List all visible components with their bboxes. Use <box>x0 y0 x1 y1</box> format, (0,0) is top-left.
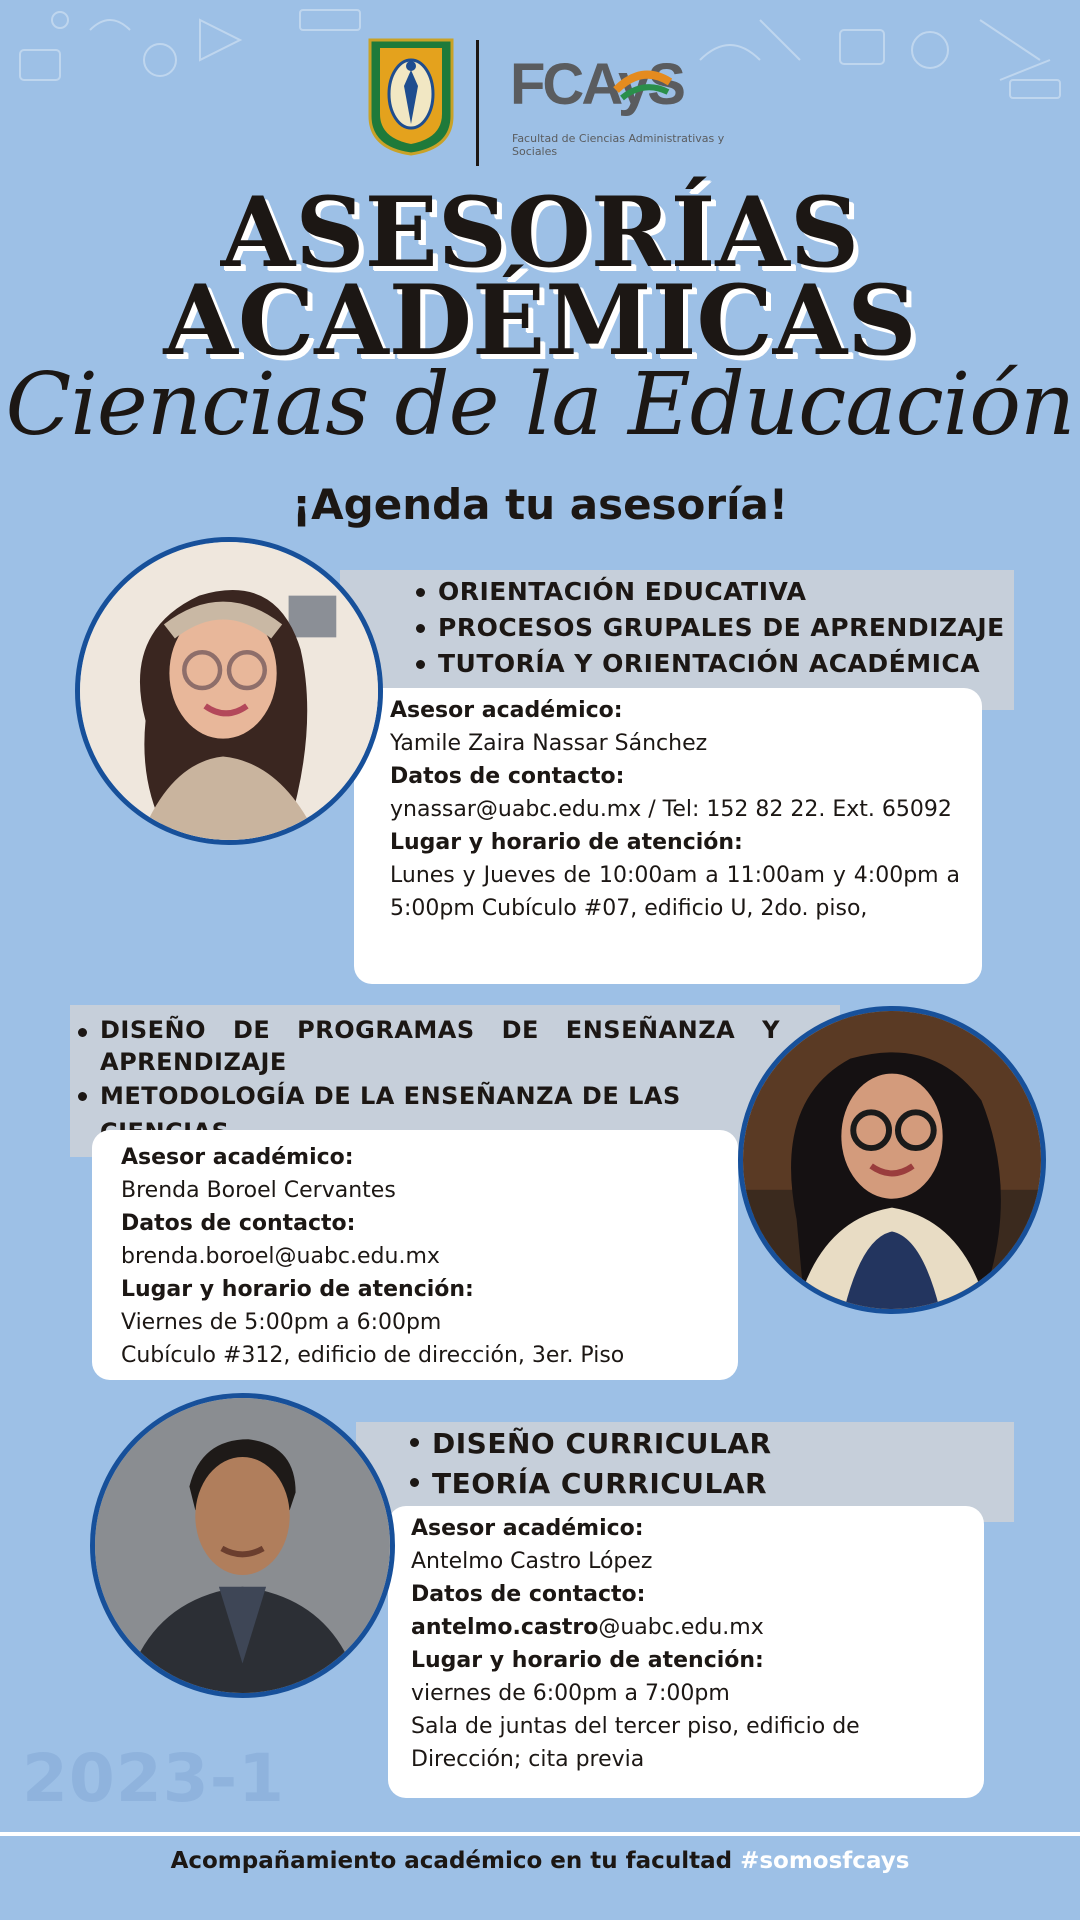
title-line-1: ASESORÍAS <box>220 176 860 289</box>
period-label: 2023-1 <box>22 1740 286 1817</box>
schedule-value: Cubículo #312, edificio de dirección, 3er. Piso <box>121 1343 625 1368</box>
topics-list-3 <box>406 1424 966 1504</box>
contact-value <box>411 1611 971 1644</box>
topic-item: TUTORÍA Y ORIENTACIÓN ACADÉMICA <box>412 646 1012 682</box>
portrait-icon <box>743 1011 1041 1309</box>
schedule-label: Lugar y horario de atención: <box>121 1277 474 1302</box>
contact-label: Datos de contacto: <box>390 764 625 789</box>
advisor-name: Antelmo Castro López <box>411 1549 653 1574</box>
advisor-name: Yamile Zaira Nassar Sánchez <box>390 731 708 756</box>
uabc-seal-icon <box>366 36 456 158</box>
topic-item: ORIENTACIÓN EDUCATIVA <box>412 574 1012 610</box>
logo-divider <box>476 40 479 166</box>
topic-item: TEORÍA CURRICULAR <box>406 1464 966 1504</box>
contact-value: ynassar@uabc.edu.mx / Tel: 152 82 22. Ext. 65092 <box>390 797 952 822</box>
topic-item: METODOLOGÍA DE LA ENSEÑANZA DE LAS <box>74 1078 780 1150</box>
call-to-action: ¡Agenda tu asesoría! <box>291 480 789 529</box>
schedule-label: Lugar y horario de atención: <box>390 830 743 855</box>
schedule-value: Lunes y Jueves de 10:00am a 11:00am y 4:00pm a 5:00pm Cubículo #07, edificio U, 2do. piso, <box>390 863 960 921</box>
advisor-info-3 <box>411 1512 971 1776</box>
schedule-value: Viernes de 5:00pm a 6:00pm <box>121 1310 442 1335</box>
topic-item: DISEÑO DE PROGRAMAS DE ENSEÑANZA Y APRENDIZAJE <box>74 1014 780 1078</box>
advisor-label: Asesor académico: <box>121 1145 354 1170</box>
advisor-name: Brenda Boroel Cervantes <box>121 1178 396 1203</box>
contact-domain: @uabc.edu.mx <box>598 1615 764 1640</box>
schedule-value: viernes de 6:00pm a 7:00pm <box>411 1681 730 1706</box>
footer-divider <box>0 1832 1080 1836</box>
schedule-value: Sala de juntas del tercer piso, edificio de Dirección; cita previa <box>411 1714 860 1772</box>
advisor-label: Asesor académico: <box>411 1516 644 1541</box>
topic-item: DISEÑO CURRICULAR <box>406 1424 966 1464</box>
advisor-photo-1 <box>75 537 383 845</box>
fcays-logo: FCAyS <box>510 52 683 117</box>
topics-list-1 <box>412 574 1012 682</box>
title-line-2: ACADÉMICAS <box>163 264 917 377</box>
advisor-info-2 <box>121 1141 721 1372</box>
fcays-swoosh-icon <box>612 60 672 104</box>
contact-label: Datos de contacto: <box>411 1582 646 1607</box>
advisor-photo-3 <box>90 1393 395 1698</box>
topic-item: PROCESOS GRUPALES DE APRENDIZAJE <box>412 610 1012 646</box>
contact-label: Datos de contacto: <box>121 1211 356 1236</box>
advisor-label: Asesor académico: <box>390 698 623 723</box>
footer-hashtag: #somosfcays <box>740 1848 910 1874</box>
fcays-subtitle: Facultad de Ciencias Administrativas y Sociales <box>512 132 725 158</box>
footer <box>0 1848 1080 1874</box>
portrait-icon <box>80 542 378 840</box>
advisor-photo-2 <box>738 1006 1046 1314</box>
contact-value: brenda.boroel@uabc.edu.mx <box>121 1244 440 1269</box>
portrait-icon <box>95 1398 390 1693</box>
program-subtitle: Ciencias de la Educación <box>5 355 1075 455</box>
contact-user: antelmo.castro <box>411 1615 599 1640</box>
schedule-label: Lugar y horario de atención: <box>411 1648 764 1673</box>
footer-text: Acompañamiento académico en tu facultad <box>170 1848 733 1874</box>
advisor-info-1 <box>390 694 960 925</box>
